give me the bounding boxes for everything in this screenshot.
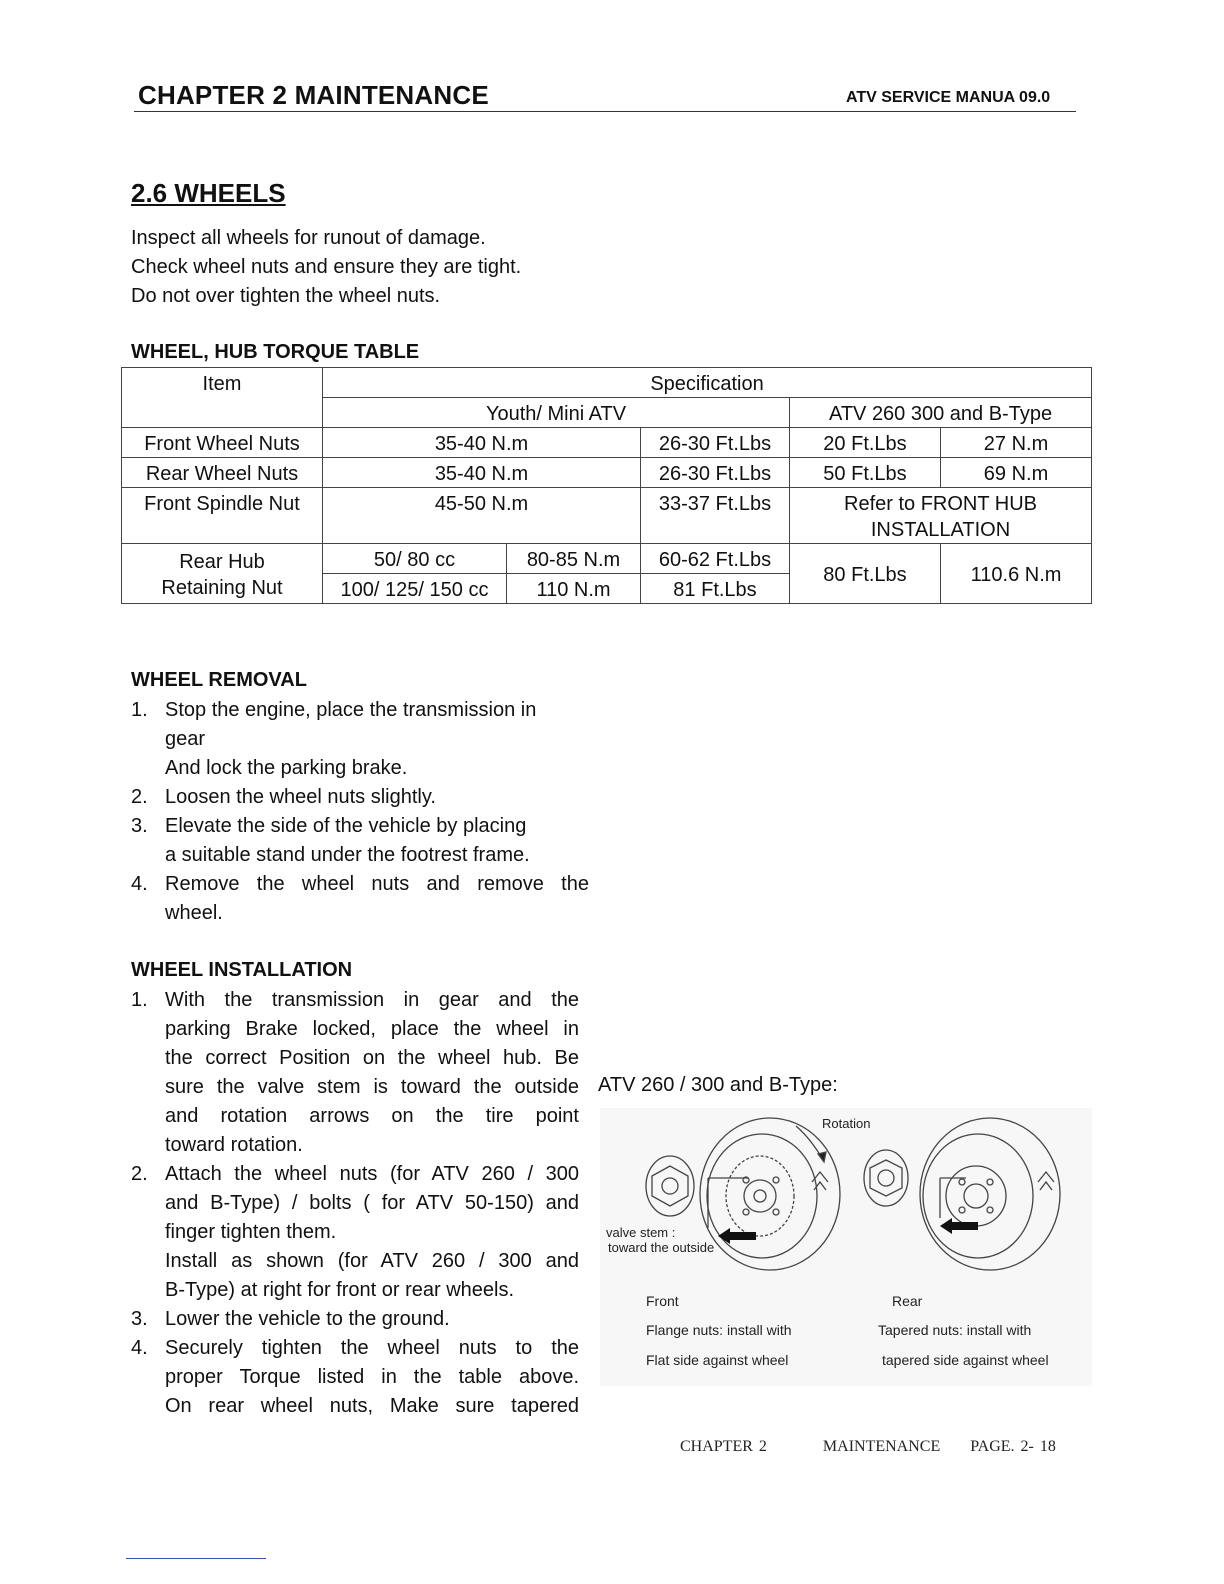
table-cell: 100/ 125/ 150 cc: [323, 574, 507, 604]
step-number: 2.: [131, 786, 148, 808]
step-number: 1.: [131, 699, 148, 721]
step-number: 4.: [131, 1337, 148, 1359]
removal-steps: [131, 696, 589, 928]
step-line: And lock the parking brake.: [165, 757, 408, 779]
rear-note: Tapered nuts: install with: [878, 1322, 1032, 1338]
table-cell: 35-40 N.m: [323, 458, 641, 488]
table-cell: Front Spindle Nut: [122, 488, 323, 544]
table-cell: 20 Ft.Lbs: [790, 428, 941, 458]
table-cell: 50/ 80 cc: [323, 544, 507, 574]
step-line: finger tighten them.: [165, 1221, 337, 1243]
intro-line: Check wheel nuts and ensure they are tight.: [131, 256, 522, 278]
wheel-installation-figure: [600, 1108, 1092, 1386]
list-item: [131, 696, 589, 783]
table-cell: [122, 544, 323, 604]
rear-wheel-drawing: [864, 1118, 1060, 1270]
table-row: [122, 368, 1092, 398]
item-header: Item: [122, 368, 323, 428]
step-line: With the transmission in gear and the: [165, 989, 579, 1011]
step-number: 4.: [131, 873, 148, 895]
rotation-label: Rotation: [822, 1116, 871, 1131]
step-line: Attach the wheel nuts (for ATV 260 / 300: [165, 1163, 579, 1185]
list-item: [131, 870, 589, 928]
footer-section: MAINTENANCE: [822, 1438, 941, 1455]
removal-title: WHEEL REMOVAL: [131, 669, 307, 691]
step-number: 1.: [131, 989, 148, 1011]
step-line: Install as shown (for ATV 260 / 300 and: [165, 1250, 579, 1272]
step-line: gear: [165, 728, 206, 750]
list-item: [131, 1334, 579, 1421]
rear-arrow-icon: [952, 1222, 978, 1230]
table-cell: 27 N.m: [941, 428, 1092, 458]
table-cell: 80-85 N.m: [507, 544, 641, 574]
step-number: 3.: [131, 815, 148, 837]
footnote-divider: [126, 1558, 266, 1559]
front-arrow-icon: [730, 1232, 756, 1240]
table-cell: [790, 488, 1092, 544]
valve-label: valve stem :: [606, 1225, 676, 1240]
step-line: B-Type) at right for front or rear wheels.: [165, 1279, 515, 1301]
table-cell: 60-62 Ft.Lbs: [641, 544, 790, 574]
step-line: and B-Type) / bolts ( for ATV 50-150) and: [165, 1192, 579, 1214]
step-line: the correct Position on the wheel hub. Be: [165, 1047, 579, 1069]
table-cell: 50 Ft.Lbs: [790, 458, 941, 488]
page-footer: [680, 1438, 1056, 1456]
atv-header: ATV 260 300 and B-Type: [790, 398, 1092, 428]
table-cell: 80 Ft.Lbs: [790, 544, 941, 604]
step-line: a suitable stand under the footrest frame.: [165, 844, 530, 866]
table-cell: 69 N.m: [941, 458, 1092, 488]
footer-chapter: CHAPTER 2: [680, 1438, 767, 1455]
spindle-ref-line: INSTALLATION: [870, 519, 1011, 541]
front-note: Flange nuts: install with: [646, 1322, 792, 1338]
step-line: parking Brake locked, place the wheel in: [165, 1018, 579, 1040]
list-item: [131, 1305, 579, 1334]
spindle-ref-line: Refer to FRONT HUB: [844, 493, 1038, 515]
intro-line: Inspect all wheels for runout of damage.: [131, 227, 486, 249]
step-line: Remove the wheel nuts and remove the: [165, 873, 589, 895]
table-cell: 26-30 Ft.Lbs: [641, 458, 790, 488]
torque-table-title: WHEEL, HUB TORQUE TABLE: [131, 341, 420, 363]
manual-title: ATV SERVICE MANUA 09.0: [846, 89, 1051, 106]
step-number: 2.: [131, 1163, 148, 1185]
step-line: and rotation arrows on the tire point: [165, 1105, 579, 1127]
table-row: [122, 428, 1092, 458]
rear-label: Rear: [892, 1293, 923, 1309]
list-item: [131, 1160, 579, 1305]
table-cell: 110 N.m: [507, 574, 641, 604]
intro-line: Do not over tighten the wheel nuts.: [131, 285, 441, 307]
header-divider: [134, 111, 1076, 112]
table-cell: 110.6 N.m: [941, 544, 1092, 604]
step-line: Loosen the wheel nuts slightly.: [165, 786, 436, 808]
list-item: [131, 812, 589, 870]
figure-caption: ATV 260 / 300 and B-Type:: [598, 1074, 838, 1096]
chapter-title: CHAPTER 2 MAINTENANCE: [138, 80, 489, 110]
step-line: Stop the engine, place the transmission in: [165, 699, 537, 721]
step-line: wheel.: [165, 902, 223, 924]
table-cell: 33-37 Ft.Lbs: [641, 488, 790, 544]
step-line: proper Torque listed in the table above.: [165, 1366, 579, 1388]
list-item: [131, 986, 579, 1160]
step-line: sure the valve stem is toward the outside: [165, 1076, 579, 1098]
table-cell: Rear Wheel Nuts: [122, 458, 323, 488]
spec-header: Specification: [323, 368, 1092, 398]
footer-page: PAGE. 2- 18: [970, 1438, 1056, 1455]
valve-label: toward the outside: [608, 1240, 715, 1255]
table-cell: 45-50 N.m: [323, 488, 641, 544]
rear-note: tapered side against wheel: [882, 1352, 1049, 1368]
step-line: Securely tighten the wheel nuts to the: [165, 1337, 579, 1359]
table-cell: 81 Ft.Lbs: [641, 574, 790, 604]
step-line: toward rotation.: [165, 1134, 303, 1156]
step-line: Elevate the side of the vehicle by placing: [165, 815, 527, 837]
rear-hub-line: Retaining Nut: [161, 577, 283, 599]
table-cell: 35-40 N.m: [323, 428, 641, 458]
intro-text: [131, 224, 521, 311]
step-number: 3.: [131, 1308, 148, 1330]
installation-steps: [131, 986, 579, 1421]
table-row: [122, 544, 1092, 574]
step-line: On rear wheel nuts, Make sure tapered: [165, 1395, 579, 1417]
torque-table: [121, 367, 1092, 604]
installation-title: WHEEL INSTALLATION: [131, 959, 353, 981]
rear-hub-line: Rear Hub: [179, 551, 265, 573]
list-item: [131, 783, 589, 812]
table-cell: 26-30 Ft.Lbs: [641, 428, 790, 458]
step-line: Lower the vehicle to the ground.: [165, 1308, 450, 1330]
front-note: Flat side against wheel: [646, 1352, 789, 1368]
table-row: [122, 488, 1092, 544]
section-title: 2.6 WHEELS: [131, 178, 286, 208]
front-label: Front: [646, 1293, 679, 1309]
rear-arrow-head-icon: [940, 1218, 952, 1234]
youth-header: Youth/ Mini ATV: [323, 398, 790, 428]
table-cell: Front Wheel Nuts: [122, 428, 323, 458]
table-row: [122, 458, 1092, 488]
